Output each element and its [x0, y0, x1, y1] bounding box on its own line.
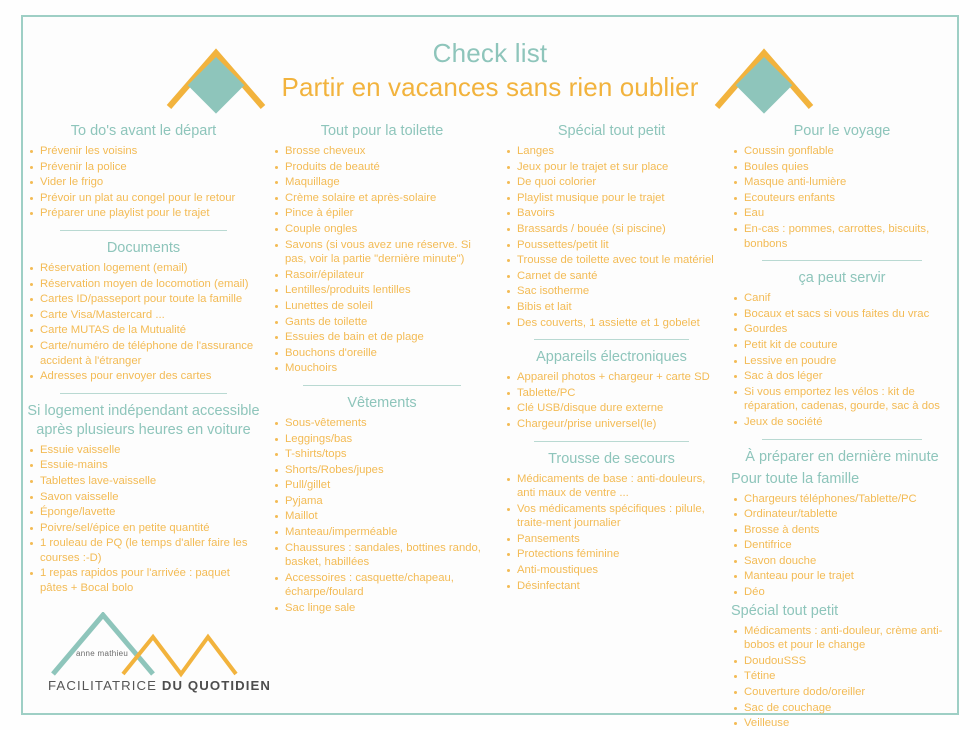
list-item[interactable]: De quoi colorier	[504, 175, 719, 190]
section-title-trousse-de-secours: Trousse de secours	[548, 450, 675, 467]
list-item[interactable]: Réservation logement (email)	[27, 261, 260, 276]
list-item[interactable]: Leggings/bas	[272, 432, 492, 447]
list-item[interactable]: Carte MUTAS de la Mutualité	[27, 323, 260, 338]
list-item[interactable]: Brosse à dents	[731, 523, 953, 538]
list-item[interactable]: Jeux de société	[731, 415, 953, 430]
list-item[interactable]: Accessoires : casquette/chapeau, écharpe/foulard	[272, 571, 492, 600]
list-item[interactable]: Clé USB/disque dure externe	[504, 401, 719, 416]
item-list-special-tout-petit	[504, 144, 719, 330]
list-item[interactable]: Savon douche	[731, 554, 953, 569]
list-item[interactable]: Prévenir les voisins	[27, 144, 260, 159]
list-item[interactable]: Veilleuse	[731, 716, 953, 731]
page-subtitle: Partir en vacances sans rien oublier	[281, 72, 699, 102]
item-list-trousse-de-secours	[504, 472, 719, 594]
section-divider	[534, 441, 689, 442]
page-title: Check list	[432, 38, 548, 68]
list-item[interactable]: Pull/gillet	[272, 478, 492, 493]
list-item[interactable]: Poivre/sel/épice en petite quantité	[27, 521, 260, 536]
list-item[interactable]: Chargeurs téléphones/Tablette/PC	[731, 492, 953, 507]
section-title-pour-toute-la-famille: Pour toute la famille	[731, 470, 860, 487]
item-list-appareils-electroniques	[504, 370, 719, 431]
list-item[interactable]: Gants de toilette	[272, 315, 492, 330]
list-item[interactable]: Essuie-mains	[27, 458, 260, 473]
list-item[interactable]: Trousse de toilette avec tout le matériel	[504, 253, 719, 268]
list-item[interactable]: Dentifrice	[731, 538, 953, 553]
list-item[interactable]: Tablettes lave-vaisselle	[27, 474, 260, 489]
section-si-logement-independant	[27, 402, 260, 596]
list-item[interactable]: En-cas : pommes, carrottes, biscuits, bonbons	[731, 222, 953, 251]
list-item[interactable]: Boules quies	[731, 160, 953, 175]
list-item[interactable]: Playlist musique pour le trajet	[504, 191, 719, 206]
title-block	[21, 37, 959, 105]
list-item[interactable]: Essuie vaisselle	[27, 443, 260, 458]
list-item[interactable]: Coussin gonflable	[731, 144, 953, 159]
list-item[interactable]: Couple ongles	[272, 222, 492, 237]
section-title-ca-peut-servir: ça peut servir	[798, 270, 886, 287]
page-header	[21, 15, 959, 120]
item-list-to-dos-avant-le-depart	[27, 144, 260, 221]
list-item[interactable]: Canif	[731, 291, 953, 306]
item-list-pour-toute-la-famille	[731, 492, 953, 600]
list-item[interactable]: Appareil photos + chargeur + carte SD	[504, 370, 719, 385]
list-item[interactable]: Sac linge sale	[272, 601, 492, 616]
list-item[interactable]: Médicaments : anti-douleur, crème anti-bobos et pour le change	[731, 624, 953, 653]
list-item[interactable]: Crème solaire et après-solaire	[272, 191, 492, 206]
list-item[interactable]: Si vous emportez les vélos : kit de réparation, cadenas, gourde, sac à dos	[731, 385, 953, 414]
list-item[interactable]: Carte Visa/Mastercard ...	[27, 308, 260, 323]
section-ca-peut-servir	[731, 269, 953, 429]
list-item[interactable]: Désinfectant	[504, 579, 719, 594]
list-item[interactable]: 1 rouleau de PQ (le temps d'aller faire les courses :-D)	[27, 536, 260, 565]
list-item[interactable]: Sac de couchage	[731, 701, 953, 716]
list-item[interactable]: Éponge/lavette	[27, 505, 260, 520]
list-item[interactable]: Lunettes de soleil	[272, 299, 492, 314]
section-divider	[762, 439, 922, 440]
section-divider	[762, 260, 922, 261]
list-item[interactable]: Produits de beauté	[272, 160, 492, 175]
list-item[interactable]: Médicaments de base : anti-douleurs, anti maux de ventre ...	[504, 472, 719, 501]
section-pour-le-voyage	[731, 122, 953, 251]
list-item[interactable]: Mouchoirs	[272, 361, 492, 376]
section-title-documents: Documents	[106, 239, 181, 256]
column-2	[266, 122, 498, 712]
list-item[interactable]: Savons (si vous avez une réserve. Si pas, voir la partie "dernière minute")	[272, 238, 492, 267]
section-pour-toute-la-famille	[731, 470, 953, 600]
list-item[interactable]: Manteau/imperméable	[272, 525, 492, 540]
list-item[interactable]: Bavoirs	[504, 206, 719, 221]
list-item[interactable]: Prévenir la police	[27, 160, 260, 175]
section-title-appareils-electroniques: Appareils électroniques	[536, 349, 687, 366]
list-item[interactable]: Essuies de bain et de plage	[272, 330, 492, 345]
list-item[interactable]: DoudouSSS	[731, 654, 953, 669]
section-special-tout-petit-2	[731, 602, 953, 731]
list-item[interactable]: Rasoir/épilateur	[272, 268, 492, 283]
section-appareils-electroniques	[504, 348, 719, 431]
section-title-tout-pour-la-toilette: Tout pour la toilette	[320, 123, 444, 139]
column-3	[498, 122, 725, 712]
list-item[interactable]: Tablette/PC	[504, 386, 719, 401]
list-item[interactable]: Carte/numéro de téléphone de l'assurance accident à l'étranger	[27, 339, 260, 368]
section-title-to-dos-avant-le-depart: To do's avant le départ	[70, 123, 217, 139]
list-item[interactable]: Shorts/Robes/jupes	[272, 463, 492, 478]
list-item[interactable]: Maquillage	[272, 175, 492, 190]
section-title-vetements: Vêtements	[347, 394, 417, 411]
column-4	[725, 122, 959, 730]
item-list-documents	[27, 261, 260, 384]
section-to-dos-avant-le-depart	[27, 122, 260, 221]
list-item[interactable]: Chargeur/prise universel(le)	[504, 417, 719, 432]
list-item[interactable]: Petit kit de couture	[731, 338, 953, 353]
logo-owner-name: anne mathieu	[76, 649, 129, 658]
list-item[interactable]: Sac isotherme	[504, 284, 719, 299]
list-item[interactable]: Déo	[731, 585, 953, 600]
item-list-vetements	[272, 416, 492, 616]
list-item[interactable]: Jeux pour le trajet et sur place	[504, 160, 719, 175]
list-item[interactable]: Cartes ID/passeport pour toute la famille	[27, 292, 260, 307]
mountain-peaks-logo-icon	[48, 612, 248, 682]
list-item[interactable]: Vos médicaments spécifiques : pilule, traite-ment journalier	[504, 502, 719, 531]
list-item[interactable]: 1 repas rapidos pour l'arrivée : paquet pâtes + Bocal bolo	[27, 566, 260, 595]
list-item[interactable]: Brosse cheveux	[272, 144, 492, 159]
list-item[interactable]: Pansements	[504, 532, 719, 547]
list-item[interactable]: Réservation moyen de locomotion (email)	[27, 277, 260, 292]
list-item[interactable]: Pyjama	[272, 494, 492, 509]
list-item[interactable]: Savon vaisselle	[27, 490, 260, 505]
list-item[interactable]: Ordinateur/tablette	[731, 507, 953, 522]
item-list-si-logement-independant	[27, 443, 260, 596]
list-item[interactable]: Bouchons d'oreille	[272, 346, 492, 361]
section-special-tout-petit	[504, 122, 719, 330]
list-item[interactable]: Sous-vêtements	[272, 416, 492, 431]
list-item[interactable]: Maillot	[272, 509, 492, 524]
list-item[interactable]: Manteau pour le trajet	[731, 569, 953, 584]
list-item[interactable]: Anti-moustiques	[504, 563, 719, 578]
list-item[interactable]: Préparer une playlist pour le trajet	[27, 206, 260, 221]
section-trousse-de-secours	[504, 450, 719, 594]
list-item[interactable]: Protections féminine	[504, 547, 719, 562]
logo-tagline-part-1: FACILITATRICE	[48, 678, 158, 693]
list-item[interactable]: Ecouteurs enfants	[731, 191, 953, 206]
section-a-preparer-en-derniere-minute	[731, 448, 953, 467]
list-item[interactable]: Carnet de santé	[504, 269, 719, 284]
logo-tagline-part-2: DU QUOTIDIEN	[161, 678, 272, 693]
section-title-si-logement-independant: Si logement indépendant accessible après plusieurs heures en voiture	[27, 402, 260, 438]
list-item[interactable]: Bocaux et sacs si vous faites du vrac	[731, 307, 953, 322]
list-item[interactable]: Brassards / bouée (si piscine)	[504, 222, 719, 237]
list-item[interactable]: Des couverts, 1 assiette et 1 gobelet	[504, 316, 719, 331]
section-divider	[303, 385, 461, 386]
list-item[interactable]: Vider le frigo	[27, 175, 260, 190]
section-title-a-preparer-en-derniere-minute: À préparer en dernière minute	[745, 448, 939, 465]
item-list-ca-peut-servir	[731, 291, 953, 429]
list-item[interactable]: Gourdes	[731, 322, 953, 337]
list-item[interactable]: Masque anti-lumière	[731, 175, 953, 190]
list-item[interactable]: Langes	[504, 144, 719, 159]
section-divider	[60, 393, 228, 394]
list-item[interactable]: Lentilles/produits lentilles	[272, 283, 492, 298]
logo-tagline	[48, 678, 272, 693]
list-item[interactable]: Sac à dos léger	[731, 369, 953, 384]
section-vetements	[272, 394, 492, 616]
brand-logo	[48, 612, 272, 704]
item-list-pour-le-voyage	[731, 144, 953, 251]
list-item[interactable]: Chaussures : sandales, bottines rando, basket, habillées	[272, 541, 492, 570]
list-item[interactable]: Eau	[731, 206, 953, 221]
section-title-special-tout-petit-2: Spécial tout petit	[731, 602, 839, 619]
section-divider	[60, 230, 228, 231]
list-item[interactable]: Adresses pour envoyer des cartes	[27, 369, 260, 384]
section-title-special-tout-petit: Spécial tout petit	[557, 123, 666, 139]
list-item[interactable]: Couverture dodo/oreiller	[731, 685, 953, 700]
section-documents	[27, 239, 260, 384]
section-tout-pour-la-toilette	[272, 122, 492, 376]
list-item[interactable]: Tétine	[731, 669, 953, 684]
item-list-tout-pour-la-toilette	[272, 144, 492, 376]
list-item[interactable]: Bibis et lait	[504, 300, 719, 315]
list-item[interactable]: Pince à épiler	[272, 206, 492, 221]
list-item[interactable]: Lessive en poudre	[731, 354, 953, 369]
list-item[interactable]: Prévoir un plat au congel pour le retour	[27, 191, 260, 206]
item-list-special-tout-petit-2	[731, 624, 953, 731]
list-item[interactable]: Poussettes/petit lit	[504, 238, 719, 253]
section-divider	[534, 339, 689, 340]
list-item[interactable]: T-shirts/tops	[272, 447, 492, 462]
section-title-pour-le-voyage: Pour le voyage	[793, 123, 891, 139]
